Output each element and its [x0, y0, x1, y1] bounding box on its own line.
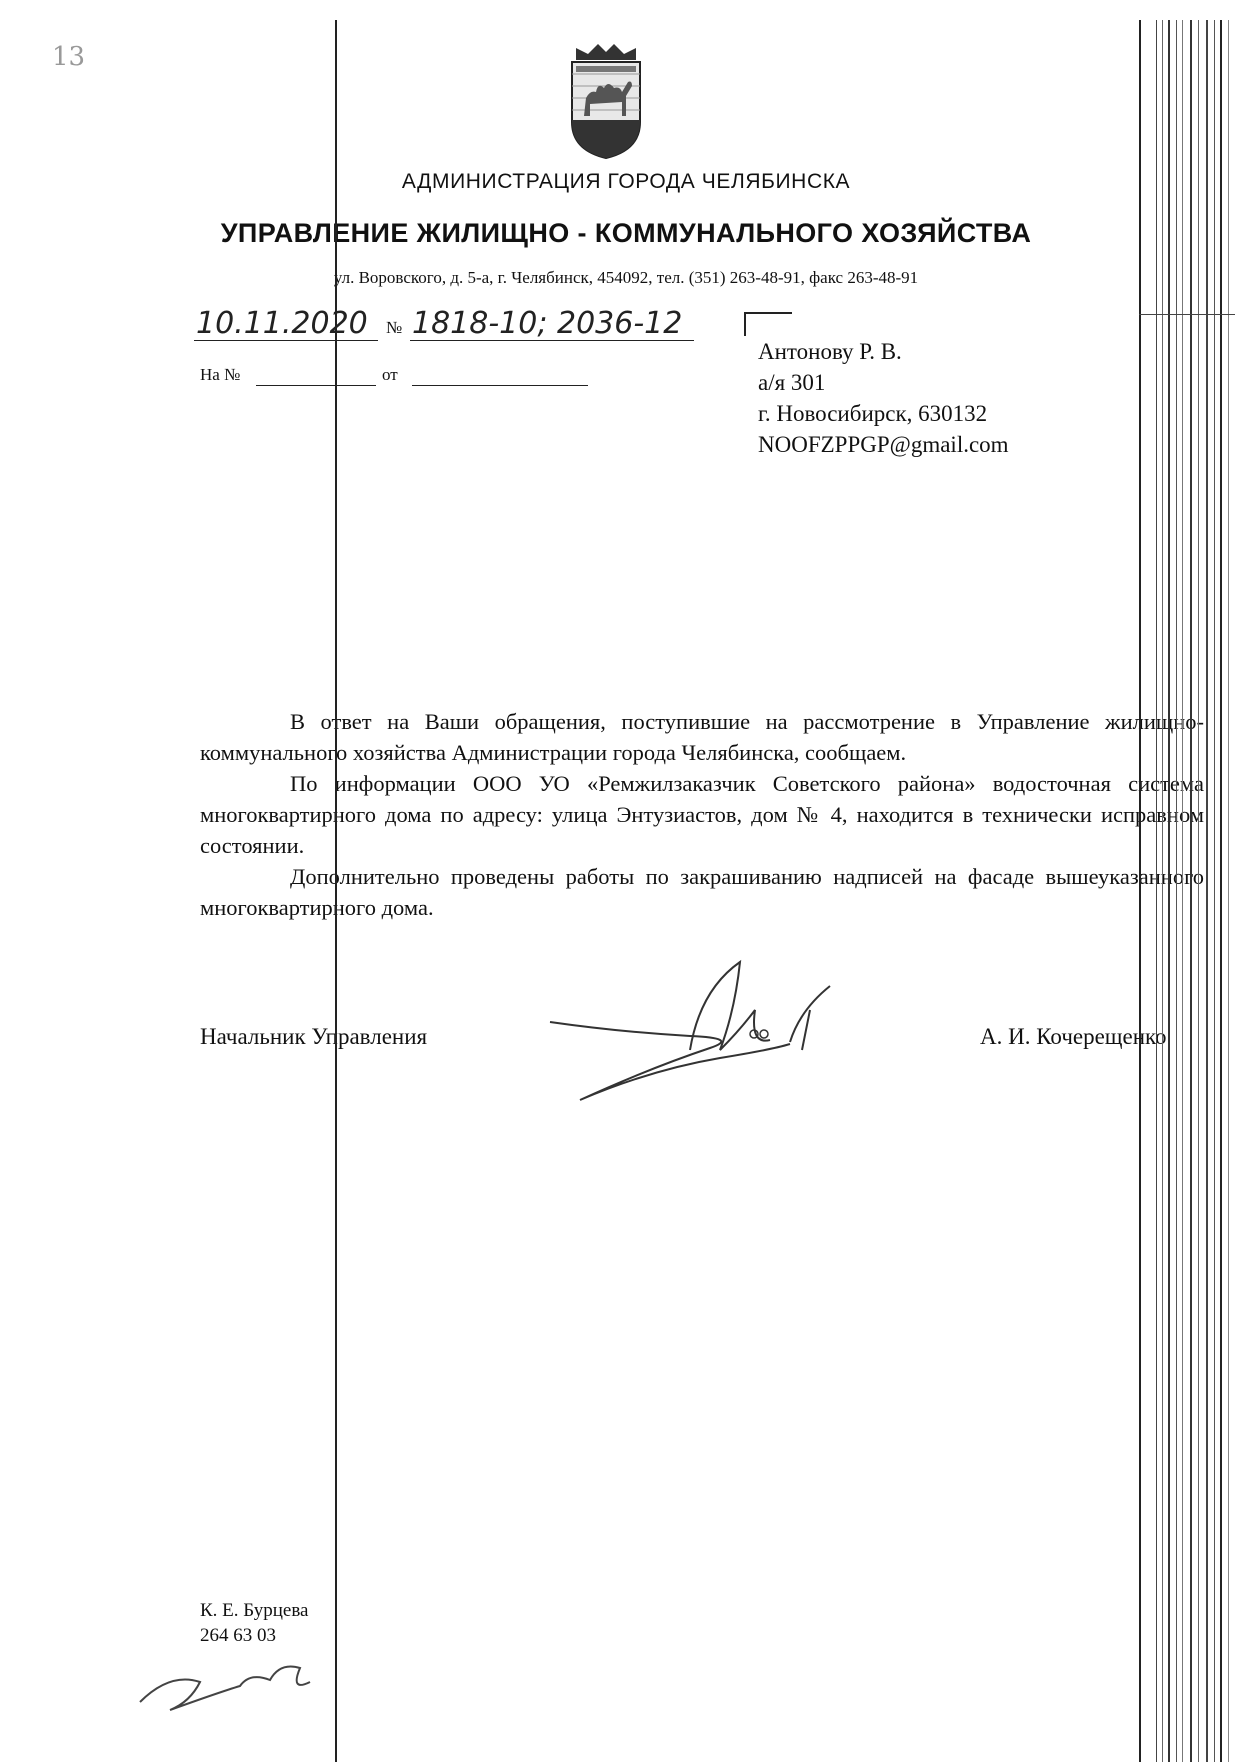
executor-signature [130, 1652, 330, 1722]
recipient-po-box: а/я 301 [758, 370, 826, 395]
reply-to-label: На № [200, 365, 241, 384]
body-paragraph-3: Дополнительно проведены работы по закрашиванию надписей на фасаде вышеуказанного многоквартирного дома. [200, 864, 1204, 920]
registration-number: 1818-10; 2036-12 [412, 306, 683, 341]
recipient-name: Антонову Р. В. [758, 339, 902, 364]
recipient-bracket [744, 312, 792, 336]
recipient-email: NOOFZPPGP@gmail.com [758, 432, 1009, 457]
registration-number-label: № [386, 318, 403, 337]
recipient-city: г. Новосибирск, 630132 [758, 401, 988, 426]
signatory-name: А. И. Кочерещенко [980, 1024, 1167, 1049]
administration-name: АДМИНИСТРАЦИЯ ГОРОДА ЧЕЛЯБИНСКА [401, 170, 851, 193]
executor-name: К. Е. Бурцева [200, 1600, 309, 1621]
registration-date: 10.11.2020 [196, 306, 368, 341]
corner-page-mark: 13 [52, 42, 86, 72]
signatory-title: Начальник Управления [200, 1024, 428, 1049]
body-paragraph-2: По информации ООО УО «Ремжилзаказчик Советского района» водосточная система многоквартирного дома по адресу: улица Энтузиастов, дом № 4, находится в технически исправном состоянии. [200, 771, 1204, 858]
camel-crest-icon [566, 42, 646, 160]
body-paragraph-1: В ответ на Ваши обращения, поступившие на рассмотрение в Управление жилищно-коммунального хозяйства Администрации города Челябинска, сообщаем. [200, 709, 1204, 765]
department-address: ул. Воровского, д. 5-а, г. Челябинск, 454092, тел. (351) 263-48-91, факс 263-48-91 [333, 268, 919, 287]
executor-phone: 264 63 03 [200, 1625, 276, 1646]
from-date-label: от [382, 365, 398, 384]
letter-body [200, 706, 1204, 923]
department-name: УПРАВЛЕНИЕ ЖИЛИЩНО - КОММУНАЛЬНОГО ХОЗЯЙСТВА [220, 218, 1032, 248]
recipient-block [758, 336, 1009, 460]
handwritten-signature [540, 950, 870, 1120]
